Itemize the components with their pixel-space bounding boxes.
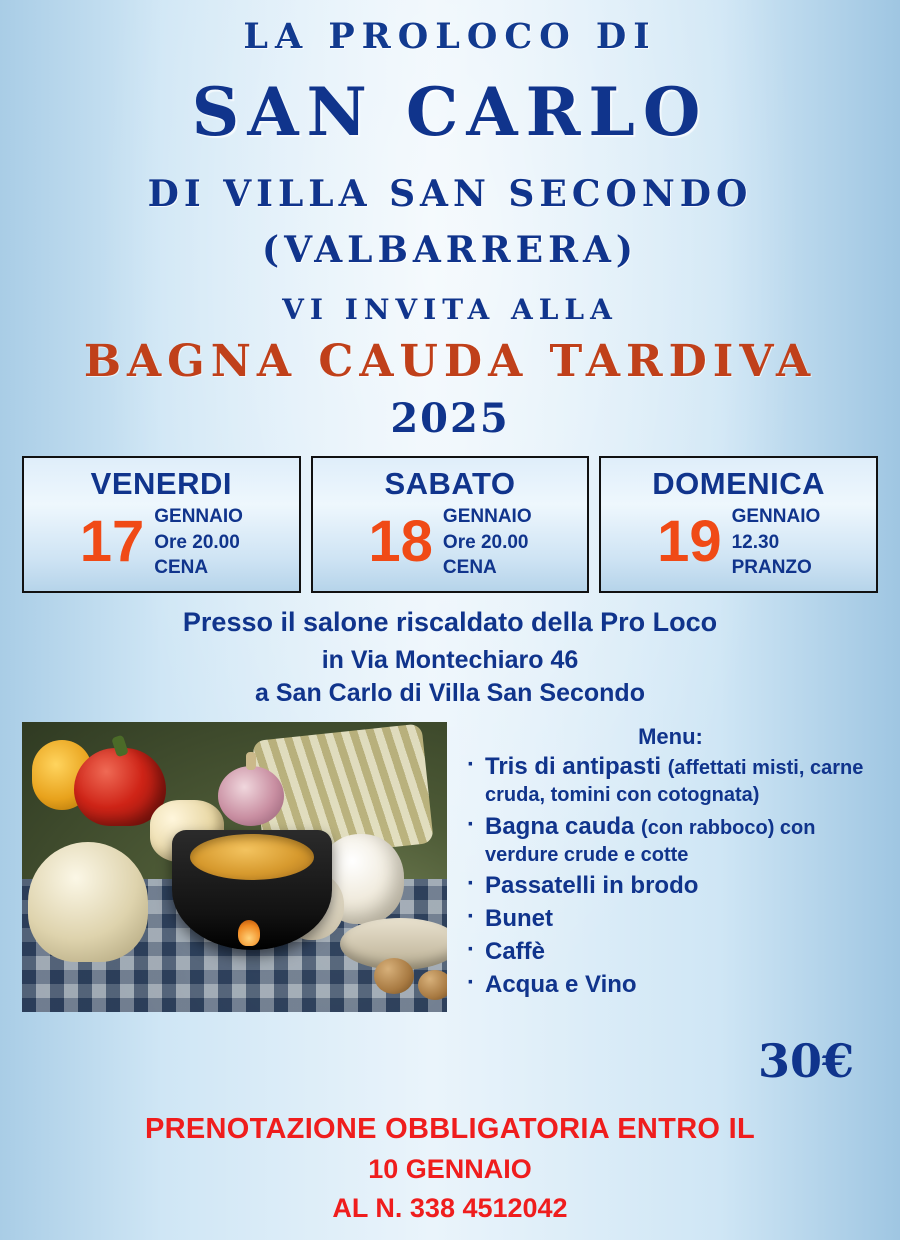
menu-title: Menu:	[638, 723, 703, 749]
date-weekday: VENERDI	[90, 466, 232, 501]
menu-item-main: Tris di antipasti	[485, 752, 668, 780]
venue-line-3: a San Carlo di Villa San Secondo	[255, 678, 645, 707]
photo-fennel	[28, 842, 148, 962]
footer-line-1: PRENOTAZIONE OBBLIGATORIA ENTRO IL	[144, 1113, 756, 1145]
date-meal: PRANZO	[731, 557, 812, 579]
event-year: 2025	[390, 395, 510, 442]
middle-section	[14, 722, 886, 1012]
list-item	[463, 906, 878, 933]
bagna-cauda-photo	[22, 722, 447, 1012]
menu-list	[463, 754, 878, 999]
menu-item-main: Acqua e Vino	[485, 971, 637, 999]
date-row	[607, 504, 870, 581]
poster-header	[14, 0, 886, 442]
footer-line-2: 10 GENNAIO	[368, 1154, 532, 1184]
date-time: 12.30	[731, 531, 780, 553]
list-item	[463, 873, 878, 900]
header-line-valbarrera: (VALBARRERA)	[262, 229, 638, 271]
price-label: 30€	[757, 1034, 854, 1088]
date-month: GENNAIO	[442, 506, 532, 527]
date-month: GENNAIO	[154, 506, 243, 527]
date-time: Ore 20.00	[442, 531, 529, 553]
date-details	[154, 504, 243, 581]
venue-line-1: Presso il salone riscaldato della Pro Loco	[182, 606, 718, 637]
photo-sauce	[190, 834, 314, 880]
date-meal: CENA	[154, 557, 209, 579]
list-item	[463, 814, 878, 868]
date-time: Ore 20.00	[154, 531, 240, 553]
menu-item-main: Caffè	[485, 938, 546, 966]
list-item	[463, 939, 878, 966]
menu-item-main: Bagna cauda	[485, 812, 642, 840]
menu-item-detail: (con rabboco) con verdure crude e cotte	[485, 816, 816, 866]
date-day-number: 17	[79, 509, 145, 575]
photo-candle-flame	[238, 920, 260, 946]
date-row	[319, 504, 582, 581]
footer-phone: AL N. 338 4512042	[332, 1193, 568, 1223]
date-details	[443, 504, 532, 581]
header-line-invita: VI INVITA ALLA	[282, 293, 618, 326]
date-details	[732, 504, 821, 581]
menu-item-main: Bunet	[485, 905, 553, 933]
photo-walnut	[418, 970, 447, 1000]
date-box-sabato	[311, 456, 590, 593]
menu-item-detail: (affettati misti, carne cruda, tomini con cotognata)	[485, 756, 864, 806]
date-box-venerdi	[22, 456, 301, 593]
date-box-domenica	[599, 456, 878, 593]
event-title: BAGNA CAUDA TARDIVA	[83, 336, 817, 387]
list-item	[463, 972, 878, 999]
menu-block	[463, 722, 878, 1005]
date-row	[30, 504, 293, 581]
photo-onion	[218, 766, 284, 826]
date-day-number: 18	[368, 509, 433, 575]
venue-line-2: in Via Montechiaro 46	[321, 645, 579, 674]
date-boxes	[14, 456, 886, 593]
list-item	[463, 754, 878, 808]
date-day-number: 19	[657, 509, 722, 575]
header-line-villa: DI VILLA SAN SECONDO	[147, 173, 753, 215]
date-weekday: SABATO	[384, 466, 516, 501]
menu-item-main: Passatelli in brodo	[485, 872, 699, 900]
photo-walnut	[374, 958, 414, 994]
date-weekday: DOMENICA	[652, 466, 826, 501]
header-line-proloco: LA PROLOCO DI	[243, 16, 657, 57]
date-month: GENNAIO	[731, 506, 821, 527]
footer-block	[0, 1113, 900, 1224]
date-meal: CENA	[442, 557, 497, 579]
venue-block	[14, 607, 886, 708]
header-title-san-carlo: SAN CARLO	[191, 73, 709, 151]
